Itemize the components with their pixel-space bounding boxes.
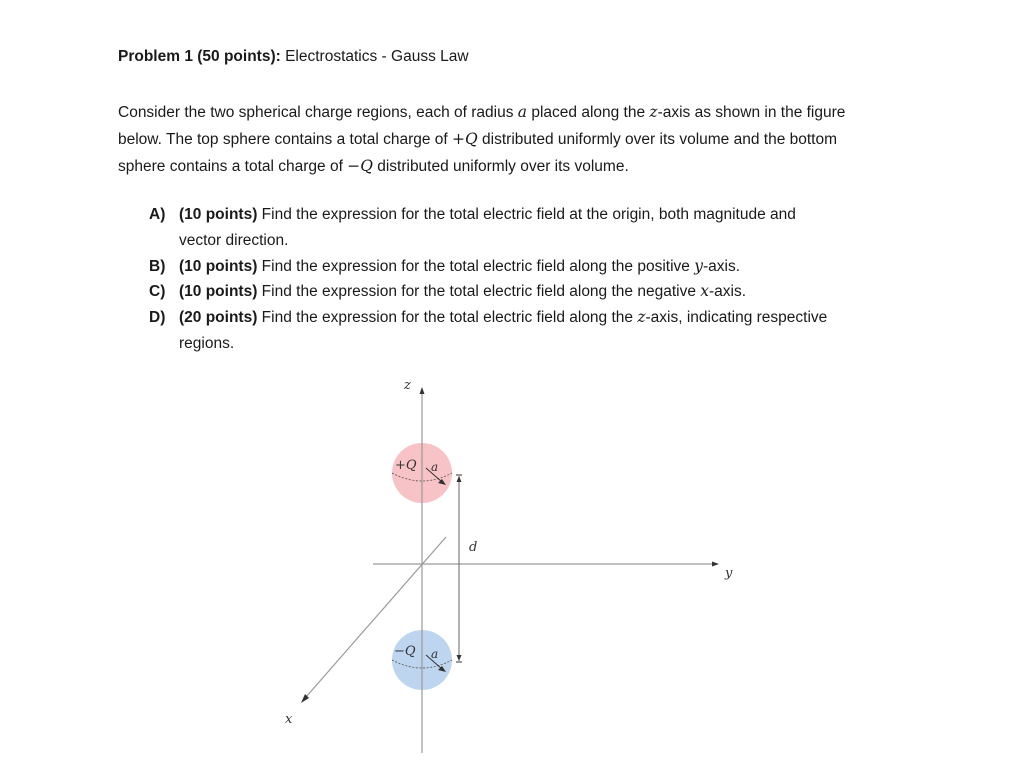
statement-text: -axis as shown in the figure	[657, 104, 846, 121]
statement-text: distributed uniformly over its volume.	[372, 158, 629, 175]
question-d	[149, 305, 909, 357]
question-b	[149, 254, 909, 280]
z-axis-arrowhead	[420, 387, 425, 394]
negative-charge-label: −Q	[394, 644, 416, 659]
radius-label-top: a	[431, 460, 439, 474]
math-var-a: a	[517, 103, 528, 121]
separation-label: d	[469, 540, 478, 555]
statement-line-3	[118, 153, 918, 180]
z-axis-label: z	[404, 378, 411, 393]
question-text	[179, 254, 909, 280]
question-label: A)	[149, 206, 166, 223]
question-body: -axis.	[709, 283, 747, 301]
x-axis-label: x	[285, 712, 293, 727]
question-body: Find the expression for the total electric field along the	[257, 309, 638, 327]
question-text	[179, 279, 909, 305]
statement-text: sphere contains a total charge of	[118, 158, 348, 175]
question-text-continued: vector direction.	[179, 231, 289, 249]
points-badge: (20 points)	[179, 309, 258, 327]
charge-diagram-svg	[270, 365, 750, 760]
y-axis-arrowhead	[712, 562, 719, 567]
question-body: Find the expression for the total electric field at the origin, both magnitude and	[257, 206, 796, 223]
statement-text: distributed uniformly over its volume and the bottom	[477, 131, 838, 148]
problem-title-bold: Problem 1 (50 points):	[118, 48, 281, 65]
statement-line-2	[118, 126, 918, 153]
question-list	[149, 202, 909, 357]
points-badge: (10 points)	[179, 206, 258, 223]
statement-line-1	[118, 99, 918, 126]
question-label: D)	[149, 309, 166, 327]
math-var-y: y	[694, 256, 703, 275]
y-axis-label: y	[725, 566, 733, 581]
positive-charge-label: +Q	[395, 458, 417, 473]
math-var-z: z	[649, 103, 658, 121]
charge-diagram	[270, 365, 750, 760]
statement-text: below. The top sphere contains a total charge of	[118, 131, 453, 148]
statement-text: Consider the two spherical charge regions, each of radius	[118, 104, 518, 121]
math-minus-q: −Q	[347, 157, 373, 175]
question-body: -axis, indicating respective	[645, 309, 828, 327]
radius-label-bottom: a	[431, 647, 439, 661]
question-text	[179, 202, 909, 228]
math-var-x: x	[700, 282, 709, 301]
statement-text: placed along the	[527, 104, 650, 121]
problem-title	[118, 47, 469, 67]
question-text-continued: regions.	[179, 334, 235, 352]
separation-arrowhead-bottom	[457, 655, 462, 661]
separation-arrowhead-top	[457, 476, 462, 482]
math-var-z: z	[637, 308, 646, 327]
points-badge: (10 points)	[179, 257, 258, 275]
problem-statement	[118, 99, 918, 180]
question-c	[149, 279, 909, 305]
question-label: B)	[149, 257, 166, 275]
question-body: Find the expression for the total electric field along the negative	[257, 283, 701, 301]
points-badge: (10 points)	[179, 283, 258, 301]
question-body: Find the expression for the total electric field along the positive	[257, 257, 695, 275]
question-label: C)	[149, 283, 166, 301]
question-a	[149, 202, 909, 254]
question-text	[179, 305, 909, 331]
question-body: -axis.	[702, 257, 741, 275]
math-plus-q: +Q	[452, 130, 478, 148]
problem-title-rest: Electrostatics - Gauss Law	[280, 48, 469, 65]
